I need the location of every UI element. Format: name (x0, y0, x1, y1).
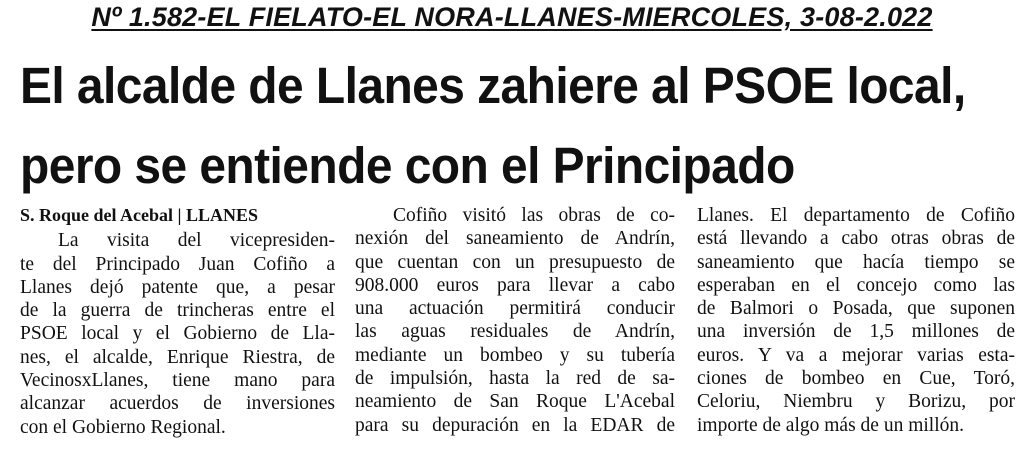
text-line: Llanes dejó patente que, a pesar (20, 276, 335, 298)
text-line: Celoriu, Niembru y Borizu, por (697, 391, 1015, 413)
text-line: que cuentan con un presupuesto de (355, 251, 675, 273)
text-line: VecinosxLlanes, tiene mano para (20, 370, 335, 392)
text-line: La visita del vicepresiden- (58, 230, 335, 252)
text-line: 908.000 euros para llevar a cabo (355, 274, 675, 296)
text-line: esperaban en el concejo como las (697, 274, 1015, 296)
text-line: nes, el alcalde, Enrique Riestra, de (20, 346, 335, 368)
text-line: está llevando a cabo otras obras de (697, 228, 1015, 250)
text-line: nexión del saneamiento de Andrín, (355, 228, 675, 250)
byline: S. Roque del Acebal | LLANES (20, 205, 259, 225)
text-line: euros. Y va a mejorar varias esta- (697, 344, 1015, 366)
text-line: una actuación permitirá conducir (355, 298, 675, 320)
text-line: ciones de bombeo en Cue, Toró, (697, 368, 1015, 390)
text-line: de la guerra de trincheras entre el (20, 300, 335, 322)
text-line: una inversión de 1,5 millones de (697, 321, 1015, 343)
headline-line-2: pero se entiende con el Principado (20, 137, 795, 194)
text-line: PSOE local y el Gobierno de Lla- (20, 323, 335, 345)
text-line: de Balmori o Posada, que suponen (697, 298, 1015, 320)
text-line: alcanzar acuerdos de inversiones (20, 393, 335, 415)
text-line: saneamiento que hacía tiempo se (697, 251, 1015, 273)
text-line: te del Principado Juan Cofiño a (20, 253, 335, 275)
text-line: importe de algo más de un millón. (697, 414, 964, 436)
text-line: de impulsión, hasta la red de sa- (355, 368, 675, 390)
issue-header: Nº 1.582-EL FIELATO-EL NORA-LLANES-MIERCOLES, 3-08-2.022 (91, 2, 933, 32)
article-column-2 (355, 204, 675, 437)
article-column-1 (20, 204, 335, 439)
text-line: mediante un bombeo y su tubería (355, 344, 675, 366)
text-line: con el Gobierno Regional. (20, 416, 226, 438)
text-line: neamiento de San Roque L'Acebal (355, 391, 675, 413)
text-line: para su depuración en la EDAR de (355, 414, 675, 436)
headline-line-1: El alcalde de Llanes zahiere al PSOE local, (20, 57, 966, 114)
text-line: las aguas residuales de Andrín, (355, 321, 675, 343)
text-line: Llanes. El departamento de Cofiño (697, 205, 1015, 226)
article-column-3 (697, 204, 1015, 437)
text-line: Cofiño visitó las obras de co- (393, 205, 675, 226)
